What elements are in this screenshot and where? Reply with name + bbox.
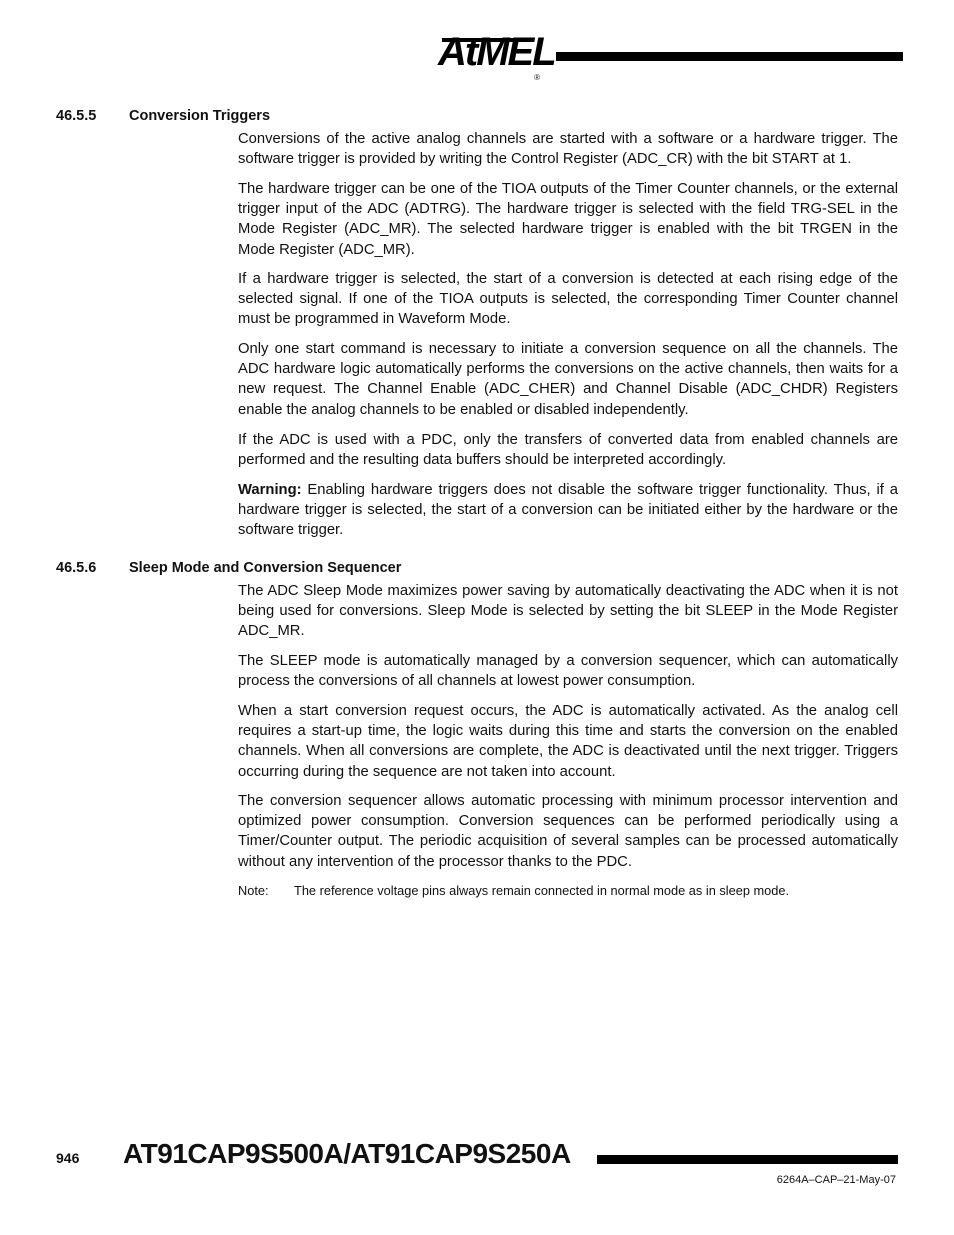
section-number: 46.5.5 — [56, 108, 97, 124]
paragraph: When a start conversion request occurs, the ADC is automatically activated. As the analog cell requires a start-up time, the logic waits during this time and starts the conversion on the enabled channels. When all conversions are complete, the ADC is deactivated until the next trigger. Triggers occurring during the sequence are not taken into account. — [238, 703, 898, 780]
paragraph: If the ADC is used with a PDC, only the transfers of converted data from enabled channels are performed and the resulting data buffers should be interpreted accordingly. — [238, 432, 898, 469]
section-title: Sleep Mode and Conversion Sequencer — [129, 560, 402, 576]
paragraph: The conversion sequencer allows automatic processing with minimum processor intervention and optimized power consumption. Conversion sequences can be performed periodically using a Timer/Counter output. The periodic acquisition of several samples can be processed automatically without any intervention of the processor thanks to the PDC. — [238, 793, 898, 870]
logo-registered-mark: ® — [534, 73, 540, 82]
paragraph: Only one start command is necessary to initiate a conversion sequence on all the channels. The ADC hardware logic automatically performs the conversions on the active channels, then waits for a new request. The Channel Enable (ADC_CHER) and Channel Disable (ADC_CHDR) Registers enable the analog channels to be enabled or disabled independently. — [238, 341, 898, 418]
header-rule — [556, 52, 903, 61]
section-title: Conversion Triggers — [129, 108, 271, 124]
logo-text: AtMEL — [438, 30, 555, 74]
note-text: The reference voltage pins always remain connected in normal mode as in sleep mode. — [294, 883, 790, 898]
warning-paragraph — [238, 480, 898, 541]
note-label: Note: — [238, 883, 269, 898]
section-heading — [56, 107, 270, 125]
paragraph: The hardware trigger can be one of the TIOA outputs of the Timer Counter channels, or the external trigger input of the ADC (ADTRG). The hardware trigger is selected with the field TRG-SEL in the Mode Register (ADC_MR). The selected hardware trigger is enabled with the bit TRGEN in the Mode Register (ADC_MR). — [238, 181, 898, 258]
footer-rule — [597, 1155, 898, 1164]
page-number: 946 — [56, 1150, 80, 1166]
section-heading — [56, 559, 401, 577]
paragraph: If a hardware trigger is selected, the start of a conversion is detected at each rising edge of the selected signal. If one of the TIOA outputs is selected, the corresponding Timer Counter channel must be programmed in Waveform Mode. — [238, 271, 898, 328]
warning-label: Warning: — [238, 482, 302, 498]
note — [238, 883, 898, 899]
section-number: 46.5.6 — [56, 560, 97, 576]
paragraph: Conversions of the active analog channels are started with a software or a hardware trigger. The software trigger is provided by writing the Control Register (ADC_CR) with the bit START at 1. — [238, 131, 898, 168]
paragraph: The SLEEP mode is automatically managed by a conversion sequencer, which can automatically process the conversions of all channels at lowest power consumption. — [238, 653, 898, 690]
atmel-logo — [438, 30, 555, 82]
document-code: 6264A–CAP–21-May-07 — [776, 1174, 896, 1186]
paragraph: The ADC Sleep Mode maximizes power saving by automatically deactivating the ADC when it is not being used for conversions. Sleep Mode is selected by setting the bit SLEEP in the Mode Register ADC_MR. — [238, 583, 898, 640]
warning-text: Enabling hardware triggers does not disable the software trigger functionality. Thus, if a hardware trigger is selected, the start of a conversion can be initiated either by the hardware or the software trigger. — [238, 482, 898, 539]
page-header — [0, 0, 954, 90]
document-title: AT91CAP9S500A/AT91CAP9S250A — [123, 1138, 571, 1169]
